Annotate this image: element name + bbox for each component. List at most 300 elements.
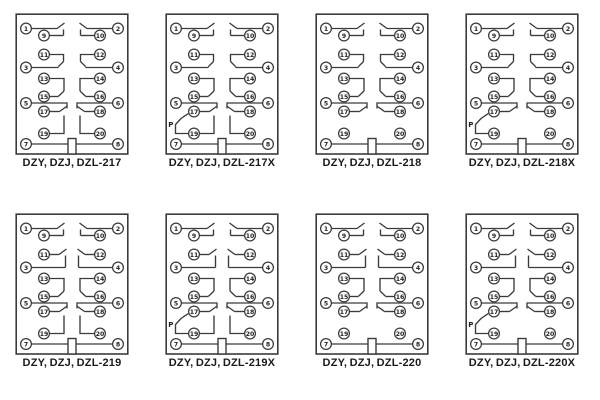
svg-text:15: 15 xyxy=(489,293,499,301)
terminal-13 xyxy=(39,273,50,284)
case-keying-slot xyxy=(368,139,376,155)
svg-text:4: 4 xyxy=(265,64,271,72)
svg-text:20: 20 xyxy=(245,330,255,338)
svg-text:4: 4 xyxy=(565,264,571,272)
svg-text:18: 18 xyxy=(95,108,105,116)
svg-text:1: 1 xyxy=(323,225,329,233)
svg-text:6: 6 xyxy=(565,300,571,308)
terminal-7 xyxy=(471,339,482,350)
terminal-17 xyxy=(189,106,200,117)
svg-text:17: 17 xyxy=(339,308,349,316)
terminal-9 xyxy=(189,230,200,241)
svg-text:13: 13 xyxy=(189,275,199,283)
svg-text:17: 17 xyxy=(489,108,499,116)
svg-text:15: 15 xyxy=(39,293,49,301)
case-keying-slot xyxy=(368,339,376,355)
svg-text:5: 5 xyxy=(23,100,29,108)
terminal-1 xyxy=(321,23,332,34)
svg-text:16: 16 xyxy=(95,293,105,301)
terminal-8 xyxy=(113,139,124,150)
svg-text:5: 5 xyxy=(173,100,179,108)
terminal-15 xyxy=(189,91,200,102)
terminal-diagram xyxy=(315,13,429,156)
svg-text:9: 9 xyxy=(191,232,197,240)
terminal-20 xyxy=(245,128,256,139)
relay-connection-panel xyxy=(165,13,279,169)
svg-text:18: 18 xyxy=(395,308,405,316)
terminal-11 xyxy=(39,49,50,60)
diagram-label: DZY, DZJ, DZL-218 xyxy=(322,157,422,169)
terminal-9 xyxy=(489,30,500,41)
terminal-diagram xyxy=(465,213,579,356)
svg-text:14: 14 xyxy=(395,75,405,83)
terminal-12 xyxy=(245,249,256,260)
terminal-2 xyxy=(563,23,574,34)
svg-text:4: 4 xyxy=(565,64,571,72)
terminal-15 xyxy=(339,91,350,102)
terminal-diagram-svg xyxy=(15,13,129,156)
svg-text:19: 19 xyxy=(189,330,199,338)
svg-text:19: 19 xyxy=(189,130,199,138)
terminal-17 xyxy=(39,306,50,317)
terminal-11 xyxy=(489,49,500,60)
svg-text:17: 17 xyxy=(489,308,499,316)
svg-text:7: 7 xyxy=(23,141,29,149)
svg-text:11: 11 xyxy=(189,251,199,259)
svg-text:6: 6 xyxy=(265,300,271,308)
terminal-diagram xyxy=(165,13,279,156)
terminal-8 xyxy=(413,139,424,150)
terminal-4 xyxy=(263,262,274,273)
relay-connection-panel xyxy=(165,213,279,369)
terminal-2 xyxy=(413,223,424,234)
svg-text:8: 8 xyxy=(265,341,271,349)
terminal-17 xyxy=(339,306,350,317)
svg-text:20: 20 xyxy=(395,330,405,338)
svg-text:5: 5 xyxy=(323,100,329,108)
svg-text:19: 19 xyxy=(39,130,49,138)
terminal-13 xyxy=(189,73,200,84)
svg-text:1: 1 xyxy=(173,25,179,33)
terminal-5 xyxy=(321,98,332,109)
svg-text:12: 12 xyxy=(545,51,555,59)
terminal-9 xyxy=(189,30,200,41)
svg-text:3: 3 xyxy=(473,64,479,72)
terminal-2 xyxy=(263,223,274,234)
terminal-20 xyxy=(545,128,556,139)
terminal-7 xyxy=(171,339,182,350)
terminal-2 xyxy=(263,23,274,34)
terminal-12 xyxy=(545,249,556,260)
terminal-18 xyxy=(95,306,106,317)
terminal-5 xyxy=(21,98,32,109)
terminal-7 xyxy=(21,339,32,350)
svg-text:20: 20 xyxy=(95,130,105,138)
svg-text:3: 3 xyxy=(473,264,479,272)
svg-text:13: 13 xyxy=(189,75,199,83)
terminal-20 xyxy=(545,328,556,339)
terminal-17 xyxy=(489,306,500,317)
terminal-11 xyxy=(189,249,200,260)
svg-text:19: 19 xyxy=(489,330,499,338)
svg-text:11: 11 xyxy=(489,51,499,59)
svg-text:12: 12 xyxy=(245,251,255,259)
p-terminal-label: P xyxy=(468,121,474,129)
terminal-19 xyxy=(489,328,500,339)
terminal-1 xyxy=(471,223,482,234)
svg-text:3: 3 xyxy=(23,64,29,72)
case-keying-slot xyxy=(218,139,226,155)
svg-text:18: 18 xyxy=(245,308,255,316)
svg-text:15: 15 xyxy=(339,93,349,101)
terminal-20 xyxy=(395,328,406,339)
terminal-6 xyxy=(413,98,424,109)
terminal-12 xyxy=(395,249,406,260)
terminal-2 xyxy=(113,23,124,34)
svg-text:19: 19 xyxy=(39,330,49,338)
svg-text:9: 9 xyxy=(341,232,347,240)
terminal-6 xyxy=(263,298,274,309)
terminal-4 xyxy=(113,262,124,273)
diagram-label: DZY, DZJ, DZL-218X xyxy=(468,157,576,169)
svg-text:13: 13 xyxy=(39,275,49,283)
svg-text:7: 7 xyxy=(173,341,179,349)
svg-text:7: 7 xyxy=(23,341,29,349)
terminal-12 xyxy=(95,249,106,260)
terminal-18 xyxy=(245,306,256,317)
terminal-15 xyxy=(339,291,350,302)
terminal-12 xyxy=(395,49,406,60)
svg-text:18: 18 xyxy=(395,108,405,116)
terminal-18 xyxy=(395,306,406,317)
svg-text:12: 12 xyxy=(245,51,255,59)
svg-text:17: 17 xyxy=(339,108,349,116)
terminal-diagram xyxy=(465,13,579,156)
svg-text:16: 16 xyxy=(545,93,555,101)
svg-text:9: 9 xyxy=(41,232,47,240)
terminal-19 xyxy=(339,328,350,339)
terminal-5 xyxy=(471,98,482,109)
svg-text:13: 13 xyxy=(489,75,499,83)
svg-text:6: 6 xyxy=(565,100,571,108)
svg-text:10: 10 xyxy=(395,232,405,240)
terminal-11 xyxy=(39,249,50,260)
svg-text:16: 16 xyxy=(245,293,255,301)
terminal-13 xyxy=(339,273,350,284)
terminal-13 xyxy=(489,273,500,284)
terminal-16 xyxy=(545,291,556,302)
terminal-diagram-svg xyxy=(165,13,279,156)
svg-text:5: 5 xyxy=(23,300,29,308)
relay-connection-panel xyxy=(315,13,429,169)
svg-text:9: 9 xyxy=(491,32,497,40)
terminal-diagram xyxy=(15,13,129,156)
svg-text:12: 12 xyxy=(545,251,555,259)
relay-connection-panel xyxy=(465,13,579,169)
terminal-2 xyxy=(113,223,124,234)
svg-text:15: 15 xyxy=(189,93,199,101)
terminal-18 xyxy=(545,306,556,317)
svg-text:7: 7 xyxy=(473,341,479,349)
svg-text:14: 14 xyxy=(245,75,255,83)
terminal-3 xyxy=(321,262,332,273)
terminal-15 xyxy=(39,91,50,102)
terminal-13 xyxy=(39,73,50,84)
svg-text:20: 20 xyxy=(545,130,555,138)
terminal-14 xyxy=(245,273,256,284)
terminal-9 xyxy=(489,230,500,241)
relay-connection-panel xyxy=(315,213,429,369)
svg-text:14: 14 xyxy=(95,75,105,83)
svg-text:15: 15 xyxy=(339,293,349,301)
terminal-11 xyxy=(189,49,200,60)
diagram-label: DZY, DZJ, DZL-220 xyxy=(322,357,422,369)
terminal-13 xyxy=(339,73,350,84)
svg-text:8: 8 xyxy=(265,141,271,149)
svg-text:17: 17 xyxy=(189,108,199,116)
case-keying-slot xyxy=(68,139,76,155)
svg-text:15: 15 xyxy=(489,93,499,101)
svg-text:19: 19 xyxy=(339,330,349,338)
terminal-8 xyxy=(263,139,274,150)
diagram-label: DZY, DZJ, DZL-219 xyxy=(22,357,122,369)
terminal-10 xyxy=(95,30,106,41)
svg-text:10: 10 xyxy=(245,32,255,40)
terminal-1 xyxy=(21,23,32,34)
svg-text:9: 9 xyxy=(191,32,197,40)
terminal-16 xyxy=(245,291,256,302)
diagram-label: DZY, DZJ, DZL-220X xyxy=(468,357,576,369)
terminal-5 xyxy=(471,298,482,309)
svg-text:2: 2 xyxy=(115,225,121,233)
terminal-8 xyxy=(563,339,574,350)
terminal-3 xyxy=(471,262,482,273)
terminal-14 xyxy=(95,273,106,284)
svg-text:16: 16 xyxy=(395,293,405,301)
svg-text:16: 16 xyxy=(395,93,405,101)
terminal-20 xyxy=(245,328,256,339)
svg-text:16: 16 xyxy=(95,93,105,101)
svg-text:18: 18 xyxy=(545,108,555,116)
terminal-20 xyxy=(395,128,406,139)
terminal-10 xyxy=(245,230,256,241)
svg-text:1: 1 xyxy=(173,225,179,233)
svg-text:8: 8 xyxy=(415,341,421,349)
terminal-9 xyxy=(339,230,350,241)
svg-text:8: 8 xyxy=(415,141,421,149)
svg-text:8: 8 xyxy=(115,141,121,149)
svg-text:16: 16 xyxy=(245,93,255,101)
svg-text:12: 12 xyxy=(395,51,405,59)
svg-text:2: 2 xyxy=(415,225,421,233)
terminal-8 xyxy=(563,139,574,150)
svg-text:1: 1 xyxy=(473,225,479,233)
svg-text:18: 18 xyxy=(545,308,555,316)
terminal-8 xyxy=(413,339,424,350)
svg-text:6: 6 xyxy=(415,300,421,308)
svg-text:14: 14 xyxy=(395,275,405,283)
svg-text:17: 17 xyxy=(39,108,49,116)
terminal-4 xyxy=(563,62,574,73)
svg-text:11: 11 xyxy=(189,51,199,59)
terminal-diagram-svg xyxy=(15,213,129,356)
svg-text:12: 12 xyxy=(95,51,105,59)
terminal-diagram-svg xyxy=(315,213,429,356)
terminal-6 xyxy=(263,98,274,109)
terminal-3 xyxy=(171,62,182,73)
svg-text:19: 19 xyxy=(339,130,349,138)
terminal-3 xyxy=(21,62,32,73)
terminal-1 xyxy=(471,23,482,34)
terminal-17 xyxy=(489,106,500,117)
terminal-11 xyxy=(339,249,350,260)
terminal-16 xyxy=(395,291,406,302)
svg-text:11: 11 xyxy=(339,51,349,59)
terminal-7 xyxy=(171,139,182,150)
terminal-14 xyxy=(95,73,106,84)
terminal-18 xyxy=(395,106,406,117)
svg-text:13: 13 xyxy=(339,275,349,283)
svg-text:20: 20 xyxy=(395,130,405,138)
svg-text:6: 6 xyxy=(265,100,271,108)
terminal-13 xyxy=(489,73,500,84)
terminal-8 xyxy=(113,339,124,350)
svg-text:10: 10 xyxy=(395,32,405,40)
svg-text:15: 15 xyxy=(189,293,199,301)
terminal-9 xyxy=(39,30,50,41)
terminal-20 xyxy=(95,328,106,339)
relay-case-outline xyxy=(316,214,428,354)
svg-text:12: 12 xyxy=(395,251,405,259)
svg-text:3: 3 xyxy=(23,264,29,272)
svg-text:11: 11 xyxy=(339,251,349,259)
p-terminal-label: P xyxy=(168,121,174,129)
svg-text:6: 6 xyxy=(115,100,121,108)
diagram-label: DZY, DZJ, DZL-217X xyxy=(168,157,276,169)
terminal-16 xyxy=(545,91,556,102)
svg-text:1: 1 xyxy=(323,25,329,33)
svg-text:10: 10 xyxy=(545,232,555,240)
terminal-6 xyxy=(563,98,574,109)
terminal-10 xyxy=(395,30,406,41)
terminal-5 xyxy=(171,298,182,309)
terminal-8 xyxy=(263,339,274,350)
svg-text:1: 1 xyxy=(473,25,479,33)
terminal-6 xyxy=(113,298,124,309)
terminal-2 xyxy=(563,223,574,234)
relay-case-outline xyxy=(16,214,128,354)
terminal-19 xyxy=(39,328,50,339)
svg-text:15: 15 xyxy=(39,93,49,101)
svg-text:6: 6 xyxy=(415,100,421,108)
diagram-label: DZY, DZJ, DZL-219X xyxy=(168,357,276,369)
terminal-11 xyxy=(489,249,500,260)
terminal-7 xyxy=(471,139,482,150)
relay-case-outline xyxy=(16,14,128,154)
svg-text:11: 11 xyxy=(489,251,499,259)
p-terminal-label: P xyxy=(168,321,174,329)
svg-text:3: 3 xyxy=(323,64,329,72)
terminal-15 xyxy=(489,91,500,102)
terminal-12 xyxy=(545,49,556,60)
svg-text:1: 1 xyxy=(23,225,29,233)
svg-text:11: 11 xyxy=(39,251,49,259)
svg-text:3: 3 xyxy=(173,64,179,72)
svg-text:2: 2 xyxy=(115,25,121,33)
terminal-diagram-svg xyxy=(315,13,429,156)
svg-text:8: 8 xyxy=(115,341,121,349)
terminal-1 xyxy=(21,223,32,234)
svg-text:3: 3 xyxy=(173,264,179,272)
svg-text:2: 2 xyxy=(265,25,271,33)
svg-text:10: 10 xyxy=(245,232,255,240)
terminal-13 xyxy=(189,273,200,284)
svg-text:3: 3 xyxy=(323,264,329,272)
terminal-15 xyxy=(189,291,200,302)
svg-text:10: 10 xyxy=(95,232,105,240)
svg-text:10: 10 xyxy=(545,32,555,40)
terminal-14 xyxy=(545,273,556,284)
terminal-7 xyxy=(321,139,332,150)
terminal-15 xyxy=(489,291,500,302)
svg-text:7: 7 xyxy=(473,141,479,149)
terminal-10 xyxy=(395,230,406,241)
terminal-14 xyxy=(245,73,256,84)
terminal-5 xyxy=(21,298,32,309)
terminal-6 xyxy=(563,298,574,309)
svg-text:2: 2 xyxy=(415,25,421,33)
svg-text:14: 14 xyxy=(545,275,555,283)
svg-text:10: 10 xyxy=(95,32,105,40)
terminal-10 xyxy=(545,230,556,241)
terminal-diagram xyxy=(165,213,279,356)
relay-case-outline xyxy=(316,14,428,154)
svg-text:7: 7 xyxy=(323,141,329,149)
svg-text:9: 9 xyxy=(41,32,47,40)
svg-text:8: 8 xyxy=(565,141,571,149)
terminal-3 xyxy=(171,262,182,273)
terminal-7 xyxy=(321,339,332,350)
svg-text:7: 7 xyxy=(323,341,329,349)
relay-connection-panel xyxy=(15,213,129,369)
terminal-diagram-svg xyxy=(465,13,579,156)
terminal-12 xyxy=(95,49,106,60)
svg-text:8: 8 xyxy=(565,341,571,349)
terminal-17 xyxy=(339,106,350,117)
terminal-19 xyxy=(189,328,200,339)
terminal-4 xyxy=(263,62,274,73)
terminal-1 xyxy=(321,223,332,234)
svg-text:4: 4 xyxy=(115,264,121,272)
terminal-11 xyxy=(339,49,350,60)
terminal-5 xyxy=(171,98,182,109)
svg-text:2: 2 xyxy=(265,225,271,233)
terminal-14 xyxy=(395,273,406,284)
diagram-label: DZY, DZJ, DZL-217 xyxy=(22,157,122,169)
svg-text:19: 19 xyxy=(489,130,499,138)
svg-text:16: 16 xyxy=(545,293,555,301)
svg-text:2: 2 xyxy=(565,225,571,233)
terminal-1 xyxy=(171,23,182,34)
svg-text:4: 4 xyxy=(115,64,121,72)
terminal-12 xyxy=(245,49,256,60)
terminal-19 xyxy=(39,128,50,139)
svg-text:7: 7 xyxy=(173,141,179,149)
svg-text:4: 4 xyxy=(415,64,421,72)
svg-text:20: 20 xyxy=(545,330,555,338)
svg-text:18: 18 xyxy=(95,308,105,316)
svg-text:5: 5 xyxy=(473,300,479,308)
